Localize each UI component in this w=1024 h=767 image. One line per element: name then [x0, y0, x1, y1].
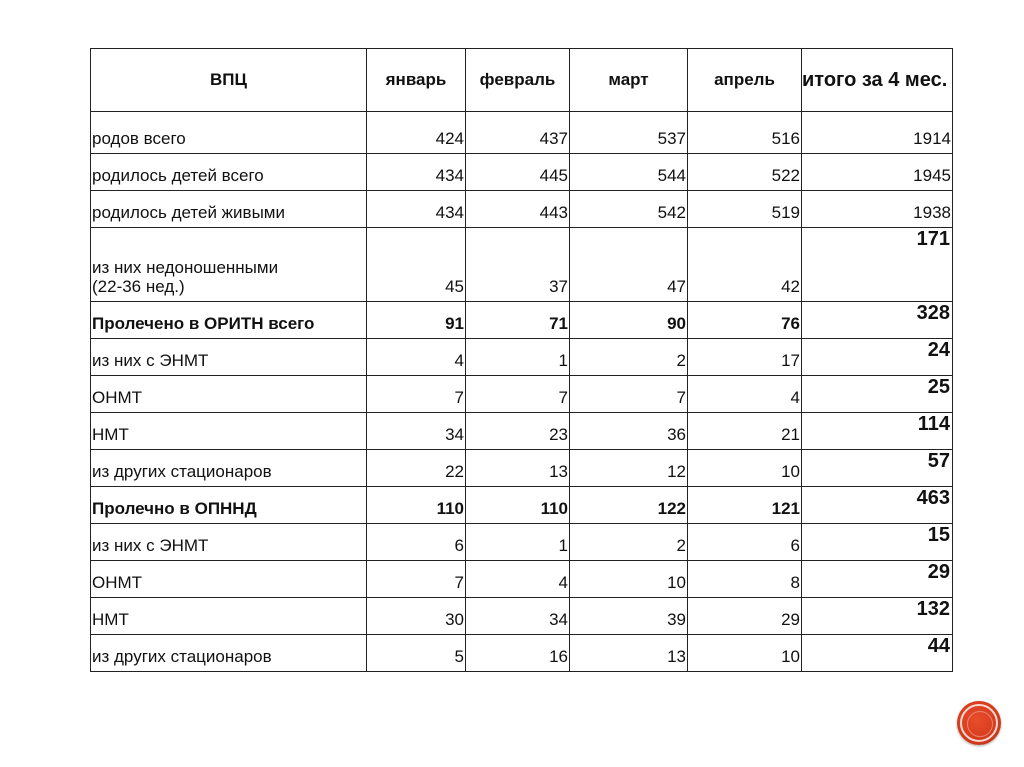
cell-march: 47 [570, 228, 688, 302]
cell-april: 42 [688, 228, 802, 302]
row-label: Пролечно в ОПННД [91, 487, 367, 524]
cell-april: 21 [688, 413, 802, 450]
cell-april: 8 [688, 561, 802, 598]
cell-january: 110 [367, 487, 466, 524]
row-label: ОНМТ [91, 376, 367, 413]
cell-total: 57 [802, 450, 953, 487]
cell-total: 44 [802, 635, 953, 672]
row-label: из них с ЭНМТ [91, 524, 367, 561]
cell-total: 15 [802, 524, 953, 561]
row-label: НМТ [91, 413, 367, 450]
cell-april: 4 [688, 376, 802, 413]
cell-january: 30 [367, 598, 466, 635]
cell-march: 39 [570, 598, 688, 635]
table-row [91, 112, 953, 154]
table-row [91, 228, 953, 302]
cell-january: 424 [367, 112, 466, 154]
cell-february: 445 [466, 154, 570, 191]
cell-april: 6 [688, 524, 802, 561]
cell-january: 34 [367, 413, 466, 450]
cell-total: 1945 [802, 154, 953, 191]
cell-february: 4 [466, 561, 570, 598]
cell-february: 23 [466, 413, 570, 450]
cell-january: 5 [367, 635, 466, 672]
header-february: февраль [466, 49, 570, 112]
cell-total: 24 [802, 339, 953, 376]
cell-february: 1 [466, 524, 570, 561]
cell-february: 443 [466, 191, 570, 228]
cell-april: 519 [688, 191, 802, 228]
cell-total: 328 [802, 302, 953, 339]
row-label: НМТ [91, 598, 367, 635]
row-label: из них с ЭНМТ [91, 339, 367, 376]
row-label-line-2: (22-36 нед.) [92, 277, 185, 297]
table-row [91, 376, 953, 413]
cell-january: 7 [367, 561, 466, 598]
table-row [91, 635, 953, 672]
statistics-table-wrapper [90, 48, 952, 672]
cell-total: 463 [802, 487, 953, 524]
statistics-table [90, 48, 953, 672]
cell-total: 25 [802, 376, 953, 413]
row-label-multiline [91, 228, 367, 302]
row-label: родов всего [91, 112, 367, 154]
row-label: ОНМТ [91, 561, 367, 598]
cell-april: 10 [688, 450, 802, 487]
cell-march: 122 [570, 487, 688, 524]
cell-january: 45 [367, 228, 466, 302]
cell-march: 544 [570, 154, 688, 191]
cell-february: 437 [466, 112, 570, 154]
table-row [91, 524, 953, 561]
cell-march: 36 [570, 413, 688, 450]
header-row [91, 49, 953, 112]
cell-february: 1 [466, 339, 570, 376]
table-row [91, 598, 953, 635]
cell-march: 12 [570, 450, 688, 487]
cell-april: 121 [688, 487, 802, 524]
table-row [91, 191, 953, 228]
row-label: родилось детей живыми [91, 191, 367, 228]
cell-january: 22 [367, 450, 466, 487]
cell-february: 71 [466, 302, 570, 339]
cell-february: 37 [466, 228, 570, 302]
cell-february: 34 [466, 598, 570, 635]
table-row [91, 413, 953, 450]
cell-january: 434 [367, 191, 466, 228]
cell-february: 110 [466, 487, 570, 524]
cell-april: 17 [688, 339, 802, 376]
cell-april: 76 [688, 302, 802, 339]
cell-march: 90 [570, 302, 688, 339]
table-row [91, 302, 953, 339]
cell-march: 542 [570, 191, 688, 228]
cell-total: 132 [802, 598, 953, 635]
table-row [91, 450, 953, 487]
header-march: март [570, 49, 688, 112]
cell-april: 516 [688, 112, 802, 154]
cell-total: 114 [802, 413, 953, 450]
cell-total: 171 [802, 228, 953, 302]
cell-january: 6 [367, 524, 466, 561]
cell-march: 2 [570, 524, 688, 561]
header-april: апрель [688, 49, 802, 112]
cell-total: 29 [802, 561, 953, 598]
cell-february: 7 [466, 376, 570, 413]
table-row [91, 339, 953, 376]
row-label-line-1: из них недоношенными [92, 257, 279, 277]
header-vpc: ВПЦ [91, 49, 367, 112]
row-label: Пролечено в ОРИТН всего [91, 302, 367, 339]
cell-total: 1938 [802, 191, 953, 228]
cell-march: 2 [570, 339, 688, 376]
cell-february: 16 [466, 635, 570, 672]
cell-march: 13 [570, 635, 688, 672]
cell-january: 434 [367, 154, 466, 191]
cell-january: 4 [367, 339, 466, 376]
row-label: из других стационаров [91, 450, 367, 487]
cell-february: 13 [466, 450, 570, 487]
header-total-four-months: итого за 4 мес. [802, 49, 953, 112]
cell-march: 537 [570, 112, 688, 154]
row-label: из других стационаров [91, 635, 367, 672]
cell-april: 10 [688, 635, 802, 672]
cell-january: 7 [367, 376, 466, 413]
header-january: январь [367, 49, 466, 112]
table-row [91, 154, 953, 191]
cell-january: 91 [367, 302, 466, 339]
cell-march: 7 [570, 376, 688, 413]
circle-badge-icon [957, 701, 1001, 745]
cell-march: 10 [570, 561, 688, 598]
table-row [91, 561, 953, 598]
table-row [91, 487, 953, 524]
cell-april: 29 [688, 598, 802, 635]
row-label: родилось детей всего [91, 154, 367, 191]
cell-total: 1914 [802, 112, 953, 154]
cell-april: 522 [688, 154, 802, 191]
